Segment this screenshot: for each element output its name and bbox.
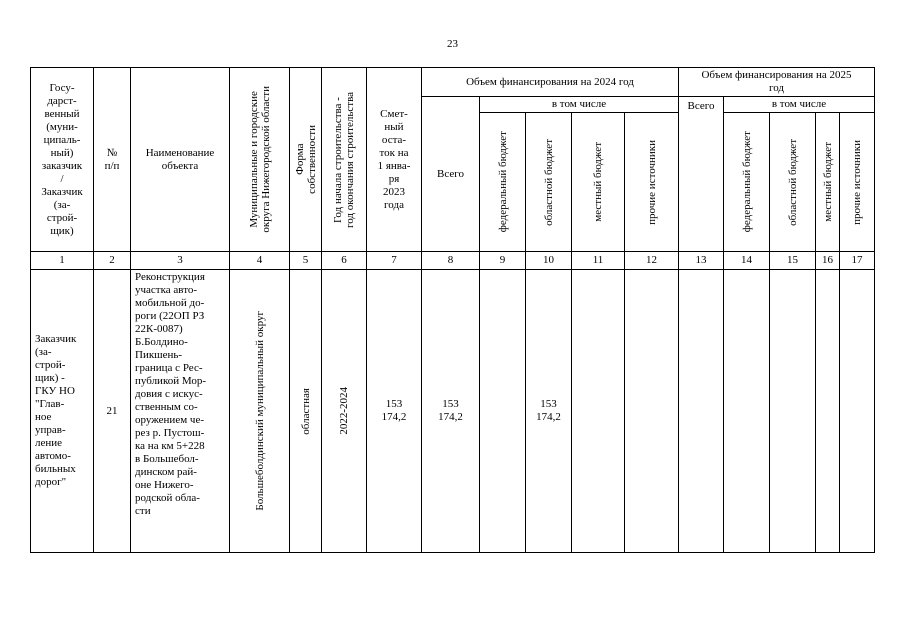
row-district-text: Большеболдинский муниципальный округ [253,311,266,511]
row-total-2025 [679,270,724,553]
row-local-2025 [816,270,840,553]
header-districts [230,68,290,252]
header-federal-2025 [724,113,770,252]
row-other-2024 [625,270,679,553]
column-number: 6 [322,252,367,270]
column-number: 3 [131,252,230,270]
row-district [230,270,290,553]
column-number: 15 [770,252,816,270]
header-regional-2025-text: областной бюджет [786,138,799,226]
header-including-2025: в том числе [724,97,875,113]
column-number: 14 [724,252,770,270]
row-local-2024 [572,270,625,553]
row-customer: Заказчик (за- строй- щик) - ГКУ НО "Глав- ное управ- ление автомо- бильных дорог" [31,270,94,553]
header-local-2025-text: местный бюджет [821,142,834,222]
header-number: № п/п [94,68,131,252]
header-local-2024 [572,113,625,252]
header-districts-text: Муниципальные и городские округа Нижегородской области [247,86,272,233]
row-ownership-text: областная [299,387,312,435]
column-number: 13 [679,252,724,270]
header-regional-2024 [526,113,572,252]
header-federal-2025-text: федеральный бюджет [740,131,753,233]
column-number: 17 [840,252,875,270]
row-years [322,270,367,553]
header-federal-2024-text: федеральный бюджет [496,131,509,233]
row-number: 21 [94,270,131,553]
column-number: 2 [94,252,131,270]
header-local-2024-text: местный бюджет [592,142,604,222]
row-federal-2024 [480,270,526,553]
row-years-text: 2022-2024 [338,387,350,435]
row-ownership [290,270,322,553]
header-including-2024: в том числе [480,97,679,113]
header-other-2024 [625,113,679,252]
header-regional-2024-text: областной бюджет [542,138,555,226]
header-years [322,68,367,252]
header-financing-2025: Объем финансирования на 2025 год [679,68,875,97]
header-total-2024: Всего [422,97,480,252]
column-number: 10 [526,252,572,270]
row-estimate: 153 174,2 [367,270,422,553]
header-estimate: Смет- ный оста- ток на 1 янва- ря 2023 года [367,68,422,252]
header-ownership [290,68,322,252]
page-number: 23 [447,38,458,50]
header-other-2024-text: прочие источники [645,139,658,225]
column-number-row [31,252,875,270]
header-other-2025 [840,113,875,252]
column-number: 8 [422,252,480,270]
column-number: 7 [367,252,422,270]
row-regional-2024: 153 174,2 [526,270,572,553]
header-customer: Госу- дарст- венный (муни- ципаль- ный) заказчик / Заказчик (за- строй- щик) [31,68,94,252]
header-financing-2024: Объем финансирования на 2024 год [422,68,679,97]
row-federal-2025 [724,270,770,553]
column-number: 4 [230,252,290,270]
header-federal-2024 [480,113,526,252]
column-number: 16 [816,252,840,270]
row-total-2024: 153 174,2 [422,270,480,553]
column-number: 9 [480,252,526,270]
column-number: 11 [572,252,625,270]
table-row [31,270,875,553]
construction-financing-table [30,67,875,553]
header-years-text: Год начала строительства - год окончания строительства [332,91,356,228]
column-number: 1 [31,252,94,270]
header-local-2025 [816,113,840,252]
header-regional-2025 [770,113,816,252]
row-object-name: Реконструкция участка авто- мобильной до- роги (22ОП РЗ 22К-0087) Б.Болдино- Пикшень- граница с Рес- публикой Мор- довия с искус- ственным со- оружением че- рез р. Пустош- ка на км 5+228 в Большебол- динском рай- оне Нижего- родской обла- сти [131,270,230,553]
header-total-2025: Всего [679,97,724,252]
row-other-2025 [840,270,875,553]
header-ownership-text: Форма собственности [293,125,318,194]
header-object-name: Наименование объекта [131,68,230,252]
header-other-2025-text: прочие источники [851,139,863,225]
column-number: 5 [290,252,322,270]
row-regional-2025 [770,270,816,553]
column-number: 12 [625,252,679,270]
